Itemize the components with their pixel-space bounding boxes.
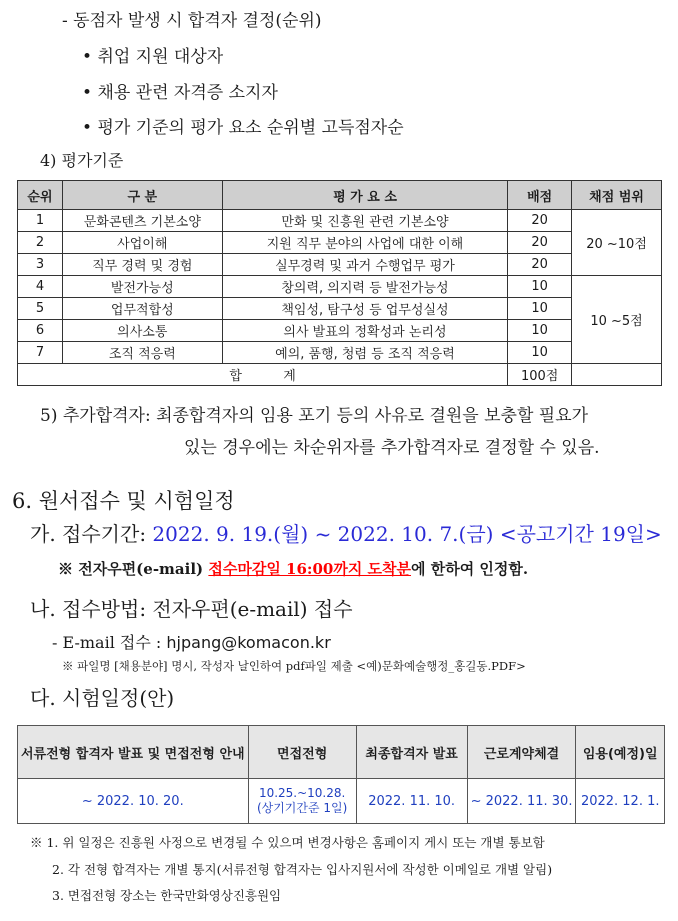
rank-cell: 3 [18, 254, 63, 276]
table-row [18, 232, 662, 254]
column-header: 임용(예정)일 [576, 726, 665, 779]
element-cell: 만화 및 진흥원 관련 기본소양 [222, 210, 508, 232]
table-row [18, 779, 665, 824]
category-cell: 직무 경력 및 경험 [62, 254, 222, 276]
schedule-cell [248, 779, 356, 824]
criteria-title: 4) 평가기준 [40, 151, 124, 170]
schedule-cell: ~ 2022. 10. 20. [18, 779, 249, 824]
element-cell: 예의, 품행, 청렴 등 조직 적응력 [222, 342, 508, 364]
list-item: • 채용 관련 자격증 소지자 [82, 83, 278, 103]
interview-sub: (상기기간준 1일) [256, 801, 348, 815]
section-title: 6. 원서접수 및 시험일정 [12, 489, 235, 513]
category-cell: 사업이해 [62, 232, 222, 254]
table-header-row [18, 726, 665, 779]
category-cell: 의사소통 [62, 320, 222, 342]
total-label: 합 계 [18, 364, 508, 386]
category-cell: 조직 적응력 [62, 342, 222, 364]
method-title: 나. 접수방법: 전자우편(e-mail) 접수 [30, 597, 353, 621]
file-note: ※ 파일명 [채용분야] 명시, 작성자 날인하여 pdf파일 제출 <예)문화예술행정_홍길동.PDF> [62, 659, 526, 673]
schedule-cell: 2022. 12. 1. [576, 779, 665, 824]
rank-cell: 4 [18, 276, 63, 298]
table-row [18, 210, 662, 232]
empty-cell [572, 364, 662, 386]
element-cell: 의사 발표의 정확성과 논리성 [222, 320, 508, 342]
rank-cell: 1 [18, 210, 63, 232]
total-value: 100점 [508, 364, 572, 386]
email-label: - E-mail 접수 : [52, 633, 162, 652]
schedule-cell: ~ 2022. 11. 30. [467, 779, 576, 824]
score-cell: 20 [508, 232, 572, 254]
table-row [18, 276, 662, 298]
table-row [18, 298, 662, 320]
range-cell: 20 ~10점 [572, 210, 662, 276]
additional-line1: 5) 추가합격자: 최종합격자의 임용 포기 등의 사유로 결원을 보충할 필요가 [40, 406, 589, 426]
list-item: • 취업 지원 대상자 [82, 47, 224, 67]
category-cell: 문화콘텐츠 기본소양 [62, 210, 222, 232]
tie-rule-heading: - 동점자 발생 시 합격자 결정(순위) [62, 11, 322, 31]
interview-dates: 10.25.~10.28. [258, 786, 346, 800]
column-header: 채점 범위 [572, 181, 662, 210]
period-value: 2022. 9. 19.(월) ~ 2022. 10. 7.(금) <공고기간 19일> [152, 522, 662, 546]
column-header: 서류전형 합격자 발표 및 면접전형 안내 [18, 726, 249, 779]
rank-cell: 5 [18, 298, 63, 320]
element-cell: 실무경력 및 과거 수행업무 평가 [222, 254, 508, 276]
email-address[interactable]: hjpang@komacon.kr [166, 633, 331, 652]
category-cell: 업무적합성 [62, 298, 222, 320]
column-header: 최종합격자 발표 [356, 726, 467, 779]
score-cell: 10 [508, 298, 572, 320]
evaluation-table [17, 180, 662, 386]
element-cell: 책임성, 탐구성 등 업무성실성 [222, 298, 508, 320]
element-cell: 지원 직무 분야의 사업에 대한 이해 [222, 232, 508, 254]
period-label: 가. 접수기간: [30, 522, 147, 546]
score-cell: 20 [508, 254, 572, 276]
rank-cell: 7 [18, 342, 63, 364]
schedule-table [17, 725, 665, 824]
additional-line2: 있는 경우에는 차순위자를 추가합격자로 결정할 수 있음. [184, 438, 600, 458]
deadline-note: ※ 전자우편(e-mail) 접수마감일 16:00까지 도착분에 한하여 인정함. [58, 560, 529, 578]
email-line [52, 630, 331, 653]
table-header-row [18, 181, 662, 210]
list-item: • 평가 기준의 평가 요소 순위별 고득점자순 [82, 118, 404, 138]
column-header: 평 가 요 소 [222, 181, 508, 210]
column-header: 면접전형 [248, 726, 356, 779]
schedule-cell: 2022. 11. 10. [356, 779, 467, 824]
column-header: 배점 [508, 181, 572, 210]
column-header: 근로계약체결 [467, 726, 576, 779]
table-row [18, 320, 662, 342]
column-header: 구 분 [62, 181, 222, 210]
range-cell: 10 ~5점 [572, 276, 662, 364]
footnote: 2. 각 전형 합격자는 개별 통지(서류전형 합격자는 입사지원서에 작성한 이메일로 개별 알림) [52, 862, 553, 877]
total-row [18, 364, 662, 386]
category-cell: 발전가능성 [62, 276, 222, 298]
score-cell: 20 [508, 210, 572, 232]
rank-cell: 2 [18, 232, 63, 254]
table-row [18, 342, 662, 364]
application-period [30, 518, 662, 547]
footnote: ※ 1. 위 일정은 진흥원 사정으로 변경될 수 있으며 변경사항은 홈페이지 게시 또는 개별 통보함 [30, 835, 545, 850]
score-cell: 10 [508, 342, 572, 364]
table-row [18, 254, 662, 276]
score-cell: 10 [508, 320, 572, 342]
footnote: 3. 면접전형 장소는 한국만화영상진흥원임 [52, 888, 282, 903]
column-header: 순위 [18, 181, 63, 210]
deadline-highlight: 접수마감일 16:00까지 도착분 [208, 560, 412, 578]
element-cell: 창의력, 의지력 등 발전가능성 [222, 276, 508, 298]
rank-cell: 6 [18, 320, 63, 342]
score-cell: 10 [508, 276, 572, 298]
schedule-title: 다. 시험일정(안) [30, 686, 175, 710]
